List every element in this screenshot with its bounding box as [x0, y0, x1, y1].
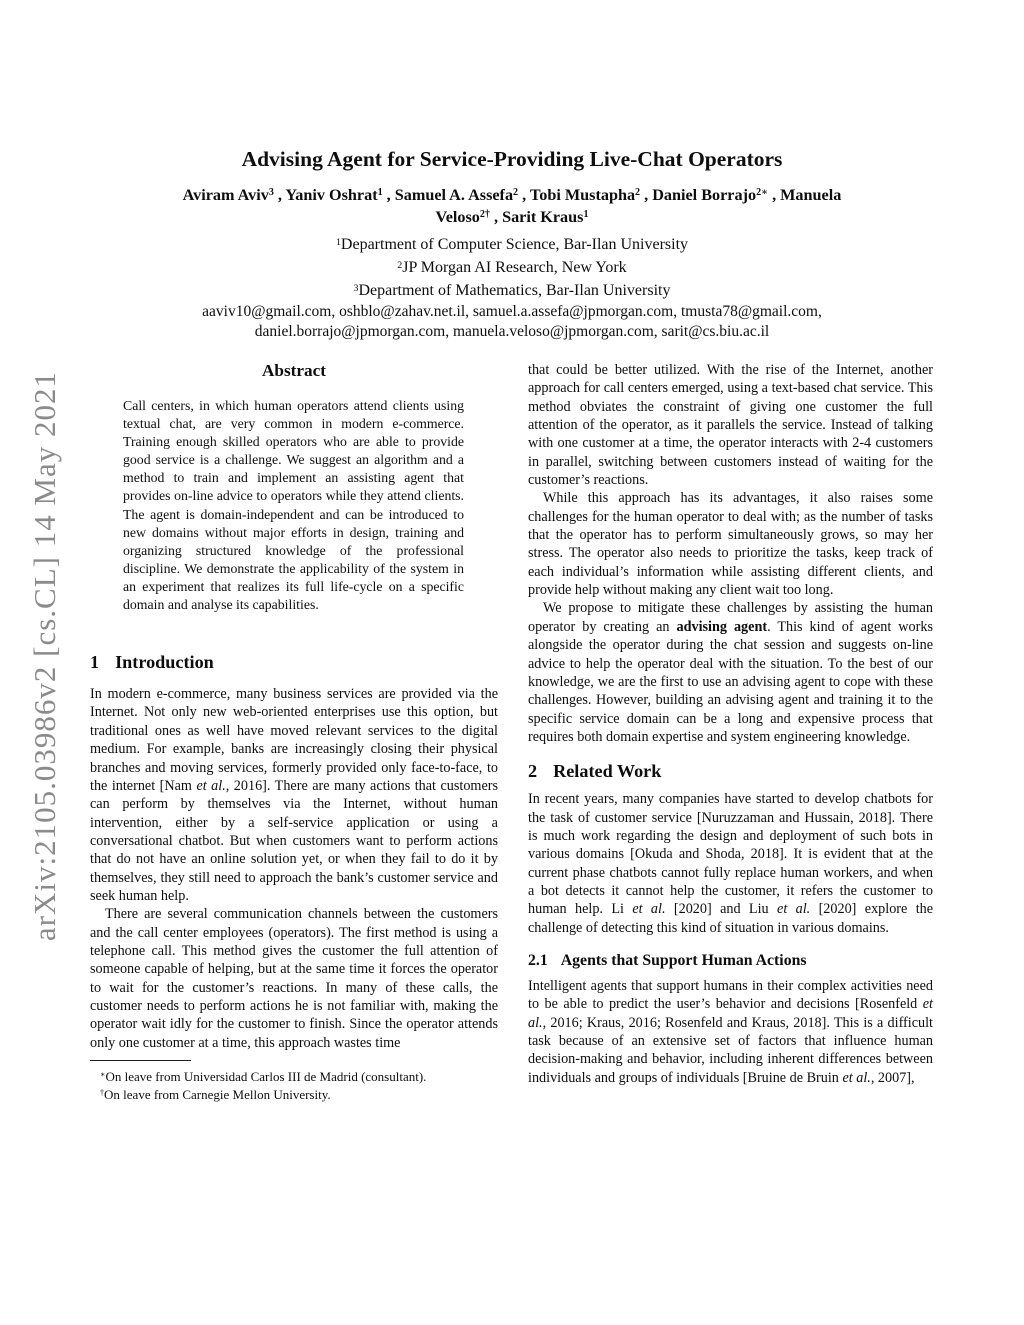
- intro-paragraph-4: While this approach has its advantages, it also raises some challenges for the human operator to deal with; as the number of tasks that the operator has to perform simultaneously grows, so may her stress. The operator also needs to prioritize the tasks, keep track of each individual’s information while assisting different clients, and provide help without making any client wait too long.: [528, 490, 933, 599]
- section-heading-introduction: [90, 651, 498, 674]
- footnote-on-leave-madrid: ∗On leave from Universidad Carlos III de Madrid (consultant).: [100, 1069, 427, 1084]
- subsection-heading-agents-support: [528, 951, 933, 971]
- intro-paragraph-3: that could be better utilized. With the rise of the Internet, another approach for call centers emerged, using a text-based chat service. This method obviates the constraint of giving one customer the full attention of the operator, as it parallels the service. Instead of talking with one customer at a time, the operator interacts with 2-4 customers in parallel, switching between customers instead of waiting for the customer’s reactions.: [528, 362, 933, 489]
- intro-paragraph-5: We propose to mitigate these challenges by assisting the human operator by creating an advising agent. This kind of agent works alongside the operator during the chat session and suggests on-line advice to help the operator deal with the situation. To the best of our knowledge, we are the first to use an advising agent to cope with these challenges. However, building an advising agent and training it to the specific service domain can be a long and expensive process that requires both domain expertise and system engineering knowledge.: [528, 600, 933, 745]
- related-work-paragraph-1: In recent years, many companies have started to develop chatbots for the task of customer service [Nuruzzaman and Hussain, 2018]. There is much work regarding the design and deployment of such bots in various domains [Okuda and Shoda, 2018]. It is evident that at the current phase chatbots cannot fully replace human workers, and when a bot detects it cannot help the customer, it refers the customer to human help. Li et al. [2020] and Liu et al. [2020] explore the challenge of detecting this kind of situation in various domains.: [528, 791, 934, 936]
- affiliation-block: [0, 233, 1024, 302]
- email-line-2: daniel.borrajo@jpmorgan.com, manuela.veloso@jpmorgan.com, sarit@cs.biu.ac.il: [254, 322, 770, 340]
- abstract-heading: Abstract: [262, 361, 326, 380]
- section-number: 1: [90, 652, 100, 673]
- intro-paragraph-1: In modern e-commerce, many business services are provided via the Internet. Not only new web-oriented enterprises use this option, but traditional ones as well have moved relevant services to the digital medium. For example, banks are increasingly closing their physical branches and moving services, formerly provided only face-to-face, to the internet [Nam et al., 2016]. There are many actions that customers can perform by themselves via the Internet, without human intervention, either by a self-service application or using a conversational chatbot. But when customers want to perform actions that do not have an online solution yet, or when they fail to do it by themselves, they still need to approach the bank’s customer service and seek human help.: [90, 686, 499, 904]
- paper-title: Advising Agent for Service-Providing Live-Chat Operators: [241, 147, 783, 171]
- agents-support-paragraph-1: Intelligent agents that support humans in their complex activities need to be able to predict the user’s behavior and decisions [Rosenfeld et al., 2016; Kraus, 2016; Rosenfeld and Kraus, 2018]. This is a difficult task because of an extensive set of factors that influence human decision-making and behavior, including inherent differences between individuals and groups of individuals [Bruine de Bruin et al., 2007],: [528, 977, 933, 1086]
- affiliation-jpmorgan: $^2$JP Morgan AI Research, New York: [397, 259, 627, 276]
- right-column: [528, 358, 933, 1104]
- affiliation-computer-science: $^1$Department of Computer Science, Bar-Ilan University: [335, 236, 689, 253]
- arxiv-watermark: [26, 331, 64, 981]
- subsection-title: Agents that Support Human Actions: [560, 951, 807, 969]
- abstract-text: Call centers, in which human operators attend clients using textual chat, are very common in modern e-commerce. Training enough skilled operators who are able to provide good service is a challenge. We suggest an algorithm and a method to train and implement an assisting agent that provides on-line advice to operators while they attend clients. The agent is domain-independent and can be introduced to new domains without major efforts in design, training and organizing structured knowledge of the professional discipline. We demonstrate the applicability of the system in an experiment that realizes its full life-cycle on a specific domain and analyse its capabilities.: [123, 398, 464, 613]
- email-block: [0, 302, 1024, 341]
- paper-header: [0, 0, 1024, 341]
- subsection-number: 2.1: [528, 951, 548, 969]
- footnote-rule: [90, 1060, 191, 1061]
- author-line-2: Veloso$^{2\dagger}$ , Sarit Kraus$^1$: [435, 207, 589, 226]
- arxiv-watermark-text: arXiv:2105.03986v2 [cs.CL] 14 May 2021: [27, 370, 62, 942]
- section-title: Introduction: [115, 652, 214, 673]
- section-number: 2: [528, 761, 538, 782]
- section-title: Related Work: [553, 761, 662, 782]
- two-column-body: [90, 358, 933, 1104]
- author-line-1: Aviram Aviv$^3$ , Yaniv Oshrat$^1$ , Samuel A. Assefa$^2$ , Tobi Mustapha$^2$ , Daniel Borrajo$^{2∗}$ , Manuela: [182, 186, 842, 204]
- email-line-1: aaviv10@gmail.com, oshblo@zahav.net.il, samuel.a.assefa@jpmorgan.com, tmusta78@gmail.com,: [202, 303, 822, 320]
- left-column: [90, 358, 498, 1104]
- section-heading-related-work: [528, 760, 933, 783]
- affiliation-mathematics: $^3$Department of Mathematics, Bar-Ilan University: [353, 282, 671, 299]
- footnote-on-leave-cmu: †On leave from Carnegie Mellon University.: [100, 1086, 331, 1102]
- author-block: [62, 185, 962, 228]
- footnote-block: [90, 1060, 498, 1104]
- intro-paragraph-2: There are several communication channels between the customers and the call center employees (operators). The first method is using a telephone call. This method gives the customer the full attention of someone capable of helping, but at the same time it forces the operator to wait for the customer’s reactions. In many of these calls, the customer needs to perform actions he is not familiar with, making the operator wait idly for the customer to finish. Since the operator attends only one customer at a time, this approach wastes time: [90, 906, 498, 1051]
